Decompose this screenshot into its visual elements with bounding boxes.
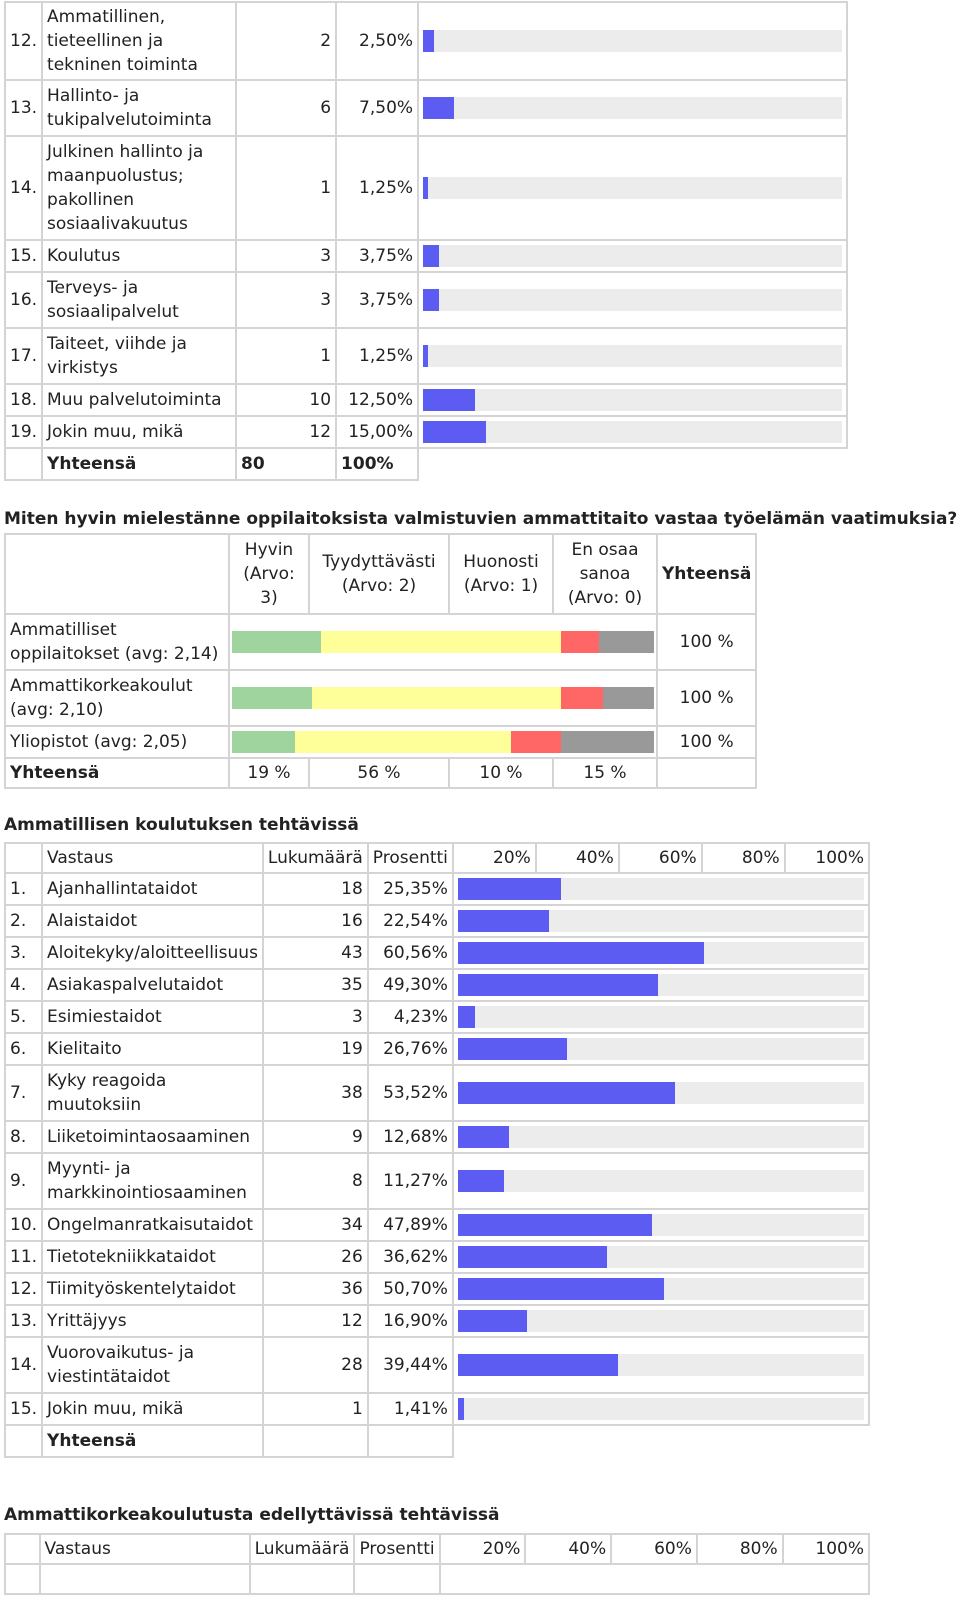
- row-index: 2.: [5, 905, 42, 937]
- likert-segment-bad: [511, 731, 562, 753]
- likert-segment-bad: [561, 687, 603, 709]
- skills-table: [4, 842, 870, 1458]
- table-row: [5, 937, 869, 969]
- row-count: 34: [263, 1209, 368, 1241]
- table-row: [5, 272, 847, 328]
- row-label: Taiteet, viihde ja virkistys: [42, 328, 236, 384]
- row-index: 8.: [5, 1121, 42, 1153]
- row-count: 6: [236, 80, 336, 136]
- row-index: 3.: [5, 937, 42, 969]
- row-bar: [418, 328, 847, 384]
- row-count: 12: [263, 1305, 368, 1337]
- row-count: 8: [263, 1153, 368, 1209]
- row-count: 3: [263, 1001, 368, 1033]
- row-percent: 12,68%: [368, 1121, 453, 1153]
- t2-header-blank: [5, 843, 42, 873]
- bar-fill: [458, 1170, 504, 1192]
- likert-row: [5, 614, 756, 670]
- bar-track: [458, 1278, 864, 1300]
- likert-footer-blank: [657, 758, 756, 788]
- row-bar: [453, 1241, 869, 1273]
- likert-stacked-bar: [232, 687, 654, 709]
- t3-header-count: Lukumäärä: [250, 1534, 355, 1564]
- likert-segment-bad: [561, 631, 599, 653]
- likert-row-total: 100 %: [657, 726, 756, 758]
- likert-footer-bad: 10 %: [449, 758, 553, 788]
- t3-row-blank: [440, 1564, 869, 1594]
- row-count: 38: [263, 1065, 368, 1121]
- row-index: 7.: [5, 1065, 42, 1121]
- t3-scale-40: 40%: [525, 1534, 611, 1564]
- t2-scale-80: 80%: [702, 843, 785, 873]
- row-label: Ammatillinen, tieteellinen ja tekninen toiminta: [42, 2, 236, 80]
- bar-track: [458, 1246, 864, 1268]
- likert-footer-good: 19 %: [229, 758, 309, 788]
- row-label: Muu palvelutoiminta: [42, 384, 236, 416]
- bar-fill: [423, 245, 439, 267]
- row-count: 16: [263, 905, 368, 937]
- table-row: [5, 384, 847, 416]
- row-index: 13.: [5, 1305, 42, 1337]
- row-percent: 2,50%: [336, 2, 418, 80]
- likert-footer-ok: 56 %: [309, 758, 449, 788]
- likert-header-na: En osaa sanoa (Arvo: 0): [553, 534, 657, 614]
- bar-track: [458, 1170, 864, 1192]
- row-count: 35: [263, 969, 368, 1001]
- table2-title: Ammatillisen koulutuksen tehtävissä: [4, 815, 359, 835]
- bar-fill: [423, 389, 475, 411]
- bar-fill: [423, 30, 433, 52]
- bar-track: [423, 345, 842, 367]
- row-index: 4.: [5, 969, 42, 1001]
- row-bar: [453, 1305, 869, 1337]
- row-percent: 60,56%: [368, 937, 453, 969]
- row-index: 14.: [5, 136, 42, 240]
- table-row: [5, 1241, 869, 1273]
- likert-stack-cell: [229, 614, 657, 670]
- row-count: 1: [263, 1393, 368, 1425]
- likert-row-total: 100 %: [657, 614, 756, 670]
- t3-scale-20: 20%: [440, 1534, 526, 1564]
- bar-track: [458, 1310, 864, 1332]
- row-percent: 50,70%: [368, 1273, 453, 1305]
- t3-scale-100: 100%: [783, 1534, 869, 1564]
- amk-table: [4, 1533, 870, 1595]
- row-percent: 36,62%: [368, 1241, 453, 1273]
- row-label: Tietotekniikkataidot: [42, 1241, 263, 1273]
- row-index: 5.: [5, 1001, 42, 1033]
- bar-track: [458, 1214, 864, 1236]
- table-row: [5, 1065, 869, 1121]
- likert-row: [5, 726, 756, 758]
- likert-stacked-bar: [232, 731, 654, 753]
- t2-total-count: [263, 1425, 368, 1457]
- t2-total-blank: [5, 1425, 42, 1457]
- row-index: 12.: [5, 1273, 42, 1305]
- bar-fill: [458, 974, 658, 996]
- table-row: [5, 240, 847, 272]
- t2-scale-20: 20%: [453, 843, 536, 873]
- row-count: 12: [236, 416, 336, 448]
- row-index: 11.: [5, 1241, 42, 1273]
- bar-track: [423, 245, 842, 267]
- t3-row-blank: [250, 1564, 355, 1594]
- likert-row-label: Ammattikorkeakoulut (avg: 2,10): [5, 670, 229, 726]
- row-label: Koulutus: [42, 240, 236, 272]
- table-row: [5, 1033, 869, 1065]
- row-count: 19: [263, 1033, 368, 1065]
- bar-track: [458, 1126, 864, 1148]
- bar-track: [458, 1038, 864, 1060]
- likert-row: [5, 670, 756, 726]
- industry-table: [4, 1, 848, 481]
- row-label: Liiketoimintaosaaminen: [42, 1121, 263, 1153]
- likert-row-total: 100 %: [657, 670, 756, 726]
- row-index: 14.: [5, 1337, 42, 1393]
- bar-fill: [458, 1278, 664, 1300]
- bar-fill: [458, 1354, 618, 1376]
- row-index: 13.: [5, 80, 42, 136]
- row-count: 36: [263, 1273, 368, 1305]
- bar-track: [458, 878, 864, 900]
- row-index: 16.: [5, 272, 42, 328]
- bar-track: [423, 289, 842, 311]
- row-percent: 47,89%: [368, 1209, 453, 1241]
- likert-segment-na: [599, 631, 654, 653]
- table-row: [5, 1273, 869, 1305]
- row-label: Yrittäjyys: [42, 1305, 263, 1337]
- row-percent: 25,35%: [368, 873, 453, 905]
- row-label: Tiimityöskentelytaidot: [42, 1273, 263, 1305]
- bar-fill: [423, 345, 428, 367]
- total-count: 80: [236, 448, 336, 480]
- bar-fill: [458, 1214, 652, 1236]
- t2-header-count: Lukumäärä: [263, 843, 368, 873]
- t2-total-label: Yhteensä: [42, 1425, 263, 1457]
- t3-scale-60: 60%: [611, 1534, 697, 1564]
- t3-header-answer: Vastaus: [40, 1534, 250, 1564]
- row-count: 9: [263, 1121, 368, 1153]
- row-count: 26: [263, 1241, 368, 1273]
- bar-fill: [458, 1126, 509, 1148]
- likert-segment-good: [232, 631, 321, 653]
- bar-fill: [423, 289, 439, 311]
- row-bar: [453, 1121, 869, 1153]
- likert-footer-label: Yhteensä: [5, 758, 229, 788]
- row-bar: [418, 272, 847, 328]
- row-percent: 26,76%: [368, 1033, 453, 1065]
- row-bar: [453, 1209, 869, 1241]
- bar-track: [423, 177, 842, 199]
- likert-header-good: Hyvin (Arvo: 3): [229, 534, 309, 614]
- table-row: [5, 969, 869, 1001]
- likert-header-blank: [5, 534, 229, 614]
- row-index: 10.: [5, 1209, 42, 1241]
- bar-fill: [458, 1006, 475, 1028]
- row-label: Ajanhallintataidot: [42, 873, 263, 905]
- row-index: 15.: [5, 1393, 42, 1425]
- bar-fill: [423, 421, 486, 443]
- bar-fill: [458, 910, 550, 932]
- bar-fill: [458, 1246, 607, 1268]
- row-index: 15.: [5, 240, 42, 272]
- row-label: Julkinen hallinto ja maanpuolustus; pakollinen sosiaalivakuutus: [42, 136, 236, 240]
- row-index: 19.: [5, 416, 42, 448]
- t2-scale-100: 100%: [785, 843, 869, 873]
- table-row: [5, 905, 869, 937]
- table-row: [5, 1393, 869, 1425]
- row-index: 18.: [5, 384, 42, 416]
- bar-track: [423, 421, 842, 443]
- row-count: 43: [263, 937, 368, 969]
- likert-header-total: Yhteensä: [657, 534, 756, 614]
- table-row: [5, 416, 847, 448]
- total-label: Yhteensä: [42, 448, 236, 480]
- row-percent: 22,54%: [368, 905, 453, 937]
- likert-segment-na: [561, 731, 654, 753]
- row-label: Asiakaspalvelutaidot: [42, 969, 263, 1001]
- t3-scale-80: 80%: [697, 1534, 783, 1564]
- row-percent: 53,52%: [368, 1065, 453, 1121]
- table-row: [5, 80, 847, 136]
- t2-total-pct: [368, 1425, 453, 1457]
- t2-scale-60: 60%: [619, 843, 702, 873]
- row-count: 3: [236, 240, 336, 272]
- likert-header-bad: Huonosti (Arvo: 1): [449, 534, 553, 614]
- table-row: [5, 1001, 869, 1033]
- total-blank: [5, 448, 42, 480]
- row-label: Jokin muu, mikä: [42, 1393, 263, 1425]
- row-index: 12.: [5, 2, 42, 80]
- row-label: Terveys- ja sosiaalipalvelut: [42, 272, 236, 328]
- t3-row-blank: [354, 1564, 439, 1594]
- row-label: Alaistaidot: [42, 905, 263, 937]
- row-bar: [453, 1337, 869, 1393]
- table-row: [5, 2, 847, 80]
- table-row: [5, 136, 847, 240]
- row-count: 3: [236, 272, 336, 328]
- row-bar: [418, 240, 847, 272]
- row-label: Myynti- ja markkinointiosaaminen: [42, 1153, 263, 1209]
- row-percent: 1,25%: [336, 328, 418, 384]
- row-bar: [453, 1153, 869, 1209]
- bar-fill: [458, 1082, 675, 1104]
- likert-row-label: Ammatilliset oppilaitokset (avg: 2,14): [5, 614, 229, 670]
- row-count: 1: [236, 136, 336, 240]
- row-count: 2: [236, 2, 336, 80]
- row-bar: [418, 136, 847, 240]
- table-row: [5, 1337, 869, 1393]
- likert-stack-cell: [229, 670, 657, 726]
- row-count: 10: [236, 384, 336, 416]
- likert-table: [4, 533, 757, 789]
- likert-segment-ok: [295, 731, 510, 753]
- t2-header-answer: Vastaus: [42, 843, 263, 873]
- bar-fill: [458, 1310, 527, 1332]
- row-percent: 15,00%: [336, 416, 418, 448]
- row-bar: [453, 905, 869, 937]
- bar-track: [458, 974, 864, 996]
- likert-question: Miten hyvin mielestänne oppilaitoksista valmistuvien ammattitaito vastaa työelämän vaatimuksia?: [4, 509, 958, 529]
- row-index: 9.: [5, 1153, 42, 1209]
- likert-row-label: Yliopistot (avg: 2,05): [5, 726, 229, 758]
- row-label: Vuorovaikutus- ja viestintätaidot: [42, 1337, 263, 1393]
- row-percent: 7,50%: [336, 80, 418, 136]
- row-label: Jokin muu, mikä: [42, 416, 236, 448]
- likert-segment-good: [232, 687, 312, 709]
- bar-fill: [423, 97, 454, 119]
- likert-header-ok: Tyydyttävästi (Arvo: 2): [309, 534, 449, 614]
- row-percent: 16,90%: [368, 1305, 453, 1337]
- row-count: 18: [263, 873, 368, 905]
- row-index: 1.: [5, 873, 42, 905]
- row-percent: 49,30%: [368, 969, 453, 1001]
- row-label: Hallinto- ja tukipalvelutoiminta: [42, 80, 236, 136]
- row-label: Esimiestaidot: [42, 1001, 263, 1033]
- t2-scale-40: 40%: [536, 843, 619, 873]
- table-row: [5, 873, 869, 905]
- bar-track: [458, 1354, 864, 1376]
- bar-track: [458, 942, 864, 964]
- row-bar: [453, 1393, 869, 1425]
- row-percent: 1,41%: [368, 1393, 453, 1425]
- table-row: [5, 328, 847, 384]
- row-bar: [418, 416, 847, 448]
- row-percent: 12,50%: [336, 384, 418, 416]
- likert-segment-na: [603, 687, 654, 709]
- t2-header-pct: Prosentti: [368, 843, 453, 873]
- row-bar: [453, 1033, 869, 1065]
- row-label: Kielitaito: [42, 1033, 263, 1065]
- row-label: Aloitekyky/aloitteellisuus: [42, 937, 263, 969]
- bar-fill: [423, 177, 428, 199]
- bar-fill: [458, 1398, 464, 1420]
- likert-segment-ok: [312, 687, 561, 709]
- row-bar: [418, 2, 847, 80]
- likert-footer-na: 15 %: [553, 758, 657, 788]
- bar-track: [458, 910, 864, 932]
- row-percent: 3,75%: [336, 272, 418, 328]
- row-percent: 4,23%: [368, 1001, 453, 1033]
- bar-fill: [458, 942, 704, 964]
- table-row: [5, 1209, 869, 1241]
- bar-fill: [458, 878, 561, 900]
- likert-stack-cell: [229, 726, 657, 758]
- table-row: [5, 1121, 869, 1153]
- t3-header-pct: Prosentti: [354, 1534, 439, 1564]
- row-count: 28: [263, 1337, 368, 1393]
- t3-header-blank: [5, 1534, 40, 1564]
- table-row: [5, 1305, 869, 1337]
- bar-track: [458, 1006, 864, 1028]
- row-bar: [453, 937, 869, 969]
- bar-track: [423, 97, 842, 119]
- bar-track: [458, 1398, 864, 1420]
- bar-track: [423, 30, 842, 52]
- likert-segment-ok: [321, 631, 562, 653]
- row-percent: 1,25%: [336, 136, 418, 240]
- row-bar: [418, 80, 847, 136]
- bar-track: [458, 1082, 864, 1104]
- row-bar: [453, 969, 869, 1001]
- row-bar: [453, 1273, 869, 1305]
- row-bar: [453, 1065, 869, 1121]
- row-bar: [453, 873, 869, 905]
- row-bar: [418, 384, 847, 416]
- t3-row-blank: [5, 1564, 40, 1594]
- row-percent: 39,44%: [368, 1337, 453, 1393]
- bar-fill: [458, 1038, 567, 1060]
- t3-row-blank: [40, 1564, 250, 1594]
- row-count: 1: [236, 328, 336, 384]
- row-label: Kyky reagoida muutoksiin: [42, 1065, 263, 1121]
- table3-title: Ammattikorkeakoulutusta edellyttävissä tehtävissä: [4, 1505, 500, 1525]
- table-row: [5, 1153, 869, 1209]
- bar-track: [423, 389, 842, 411]
- row-label: Ongelmanratkaisutaidot: [42, 1209, 263, 1241]
- row-index: 6.: [5, 1033, 42, 1065]
- likert-segment-good: [232, 731, 295, 753]
- row-percent: 3,75%: [336, 240, 418, 272]
- row-index: 17.: [5, 328, 42, 384]
- row-bar: [453, 1001, 869, 1033]
- likert-stacked-bar: [232, 631, 654, 653]
- total-percent: 100%: [336, 448, 418, 480]
- row-percent: 11,27%: [368, 1153, 453, 1209]
